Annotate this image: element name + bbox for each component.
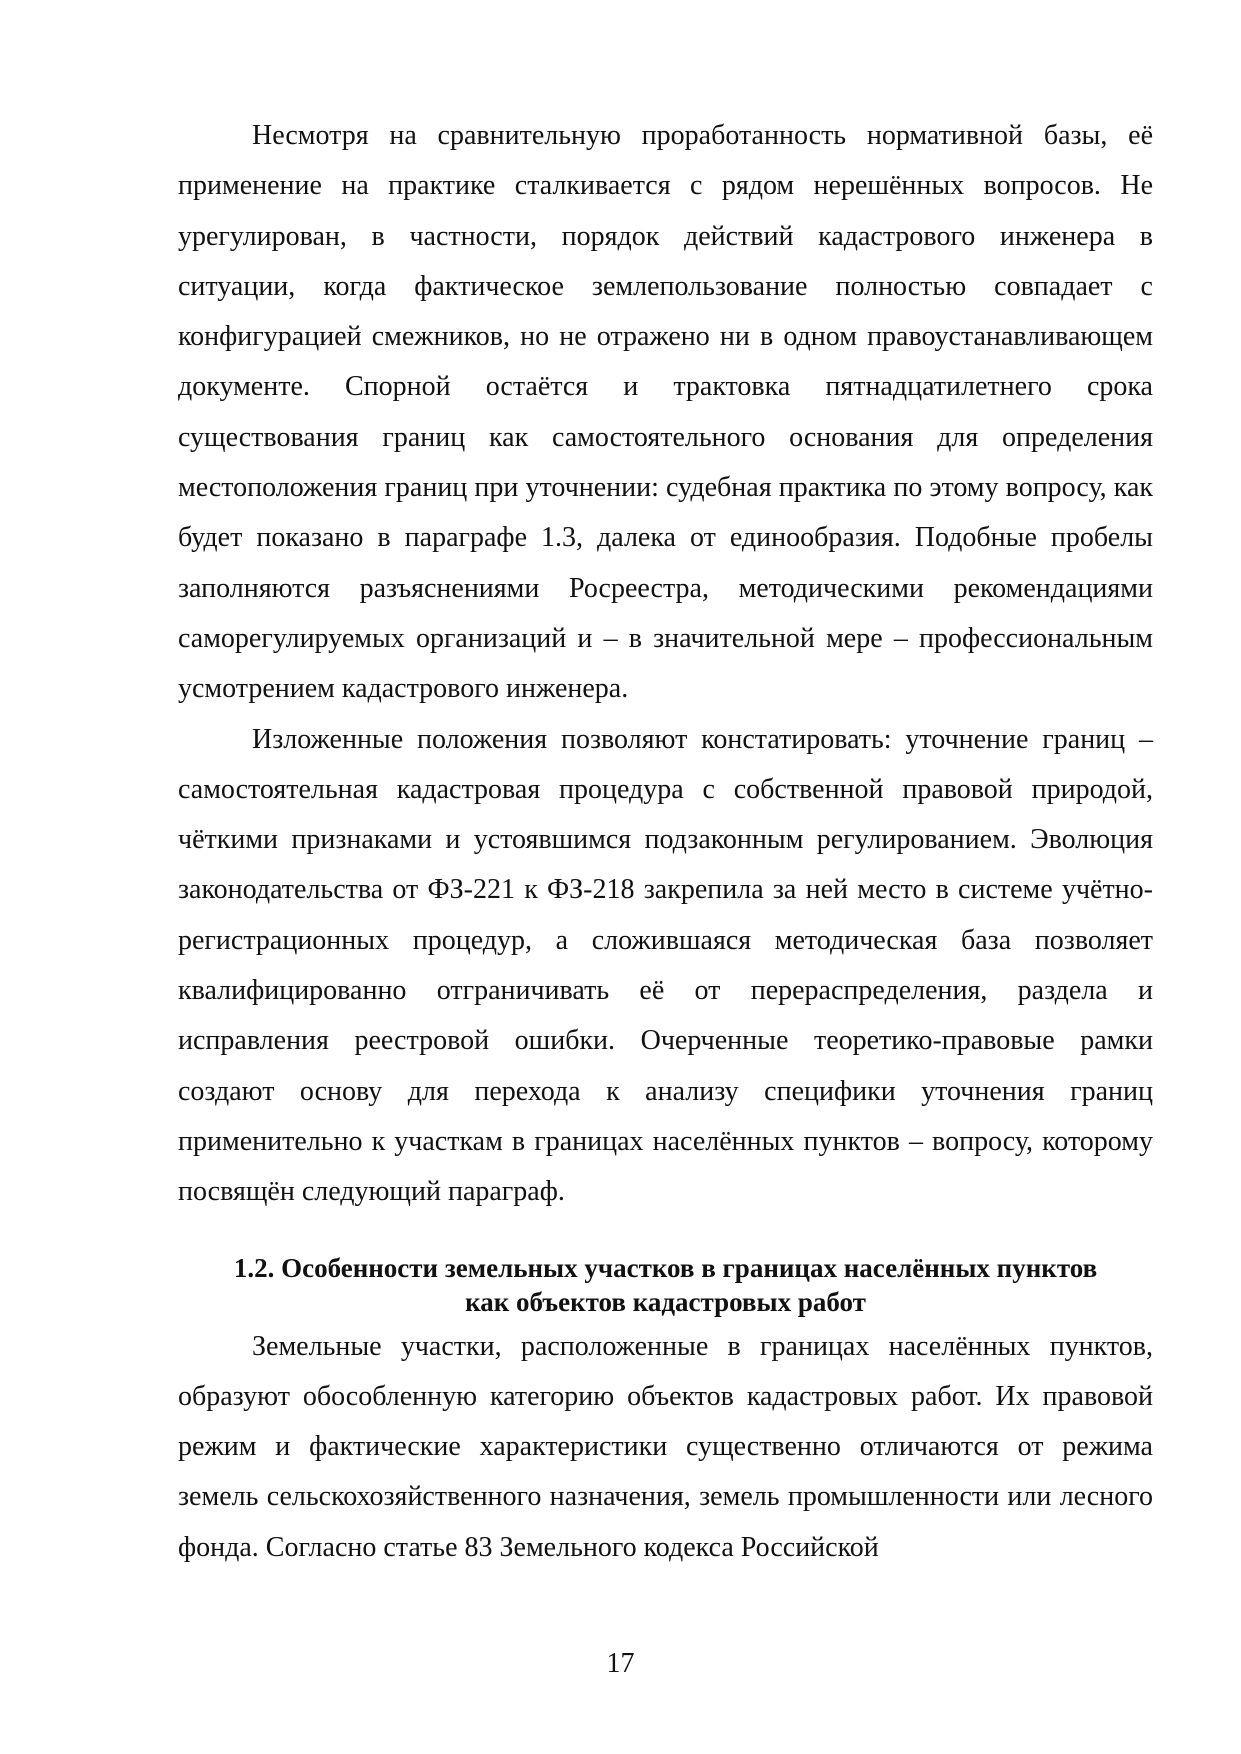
section-heading-line-2: как объектов кадастровых работ — [465, 1286, 866, 1317]
section-heading-line-1: 1.2. Особенности земельных участков в границах населённых пунктов — [233, 1252, 1098, 1283]
body-paragraph-3: Земельные участки, расположенные в границах населённых пунктов, образуют обособленную категорию объектов кадастровых работ. Их правовой режим и фактические характеристики существенно отличаются от режима земель сельскохозяйственного назначения, земель промышленности или лесного фонда. Согласно статье 83 Земельного кодекса Российской — [178, 1330, 1153, 1563]
body-paragraph-2: Изложенные положения позволяют констатировать: уточнение границ – самостоятельная кадастровая процедура с собственной правовой природой, чёткими признаками и устоявшимся подзаконным регулированием. Эволюция законодательства от ФЗ-221 к ФЗ-218 закрепила за ней место в системе учётно-регистрационных процедур, а сложившаяся методическая база позволяет квалифицированно отграничивать её от перераспределения, раздела и исправления реестровой ошибки. Очерченные теоретико-правовые рамки создают основу для перехода к анализу специфики уточнения границ применительно к участкам в границах населённых пунктов – вопросу, которому посвящён следующий параграф. — [178, 723, 1153, 1208]
page-number: 17 — [606, 1648, 635, 1679]
body-paragraph-1: Несмотря на сравнительную проработанность нормативной базы, её применение на практике сталкивается с рядом нерешённых вопросов. Не урегулирован, в частности, порядок действий кадастрового инженера в ситуации, когда фактическое землепользование полностью совпадает с конфигурацией смежников, но не отражено ни в одном правоустанавливающем документе. Спорной остаётся и трактовка пятнадцатилетнего срока существования границ как самостоятельного основания для определения местоположения границ при уточнении: судебная практика по этому вопросу, как будет показано в параграфе 1.3, далека от единообразия. Подобные пробелы заполняются разъяснениями Росреестра, методическими рекомендациями саморегулируемых организаций и – в значительной мере – профессиональным усмотрением кадастрового инженера. — [178, 120, 1153, 705]
section-heading — [178, 1251, 1153, 1319]
document-page — [178, 111, 1153, 1573]
